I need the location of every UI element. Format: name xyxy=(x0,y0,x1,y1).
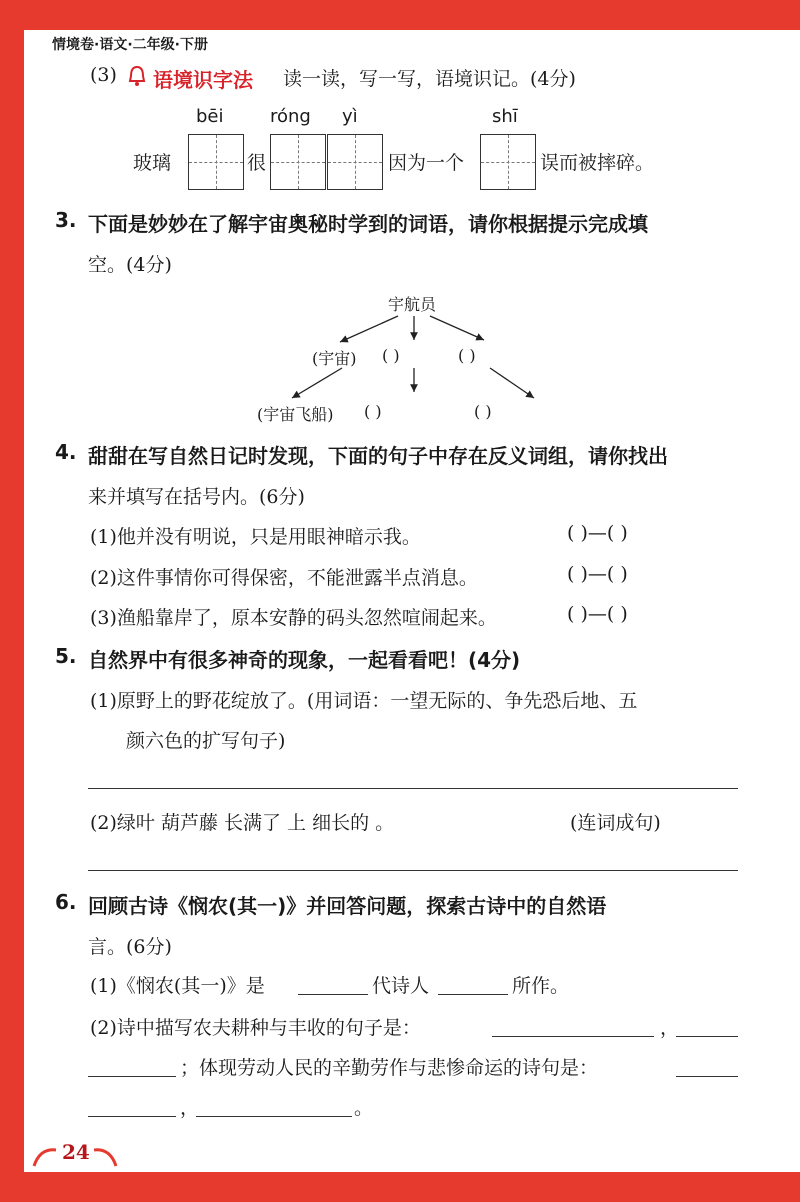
q3-text-2: 空。(4分) xyxy=(88,254,172,276)
q2-3-instruction: 读一读，写一写，语境识记。(4分) xyxy=(283,68,576,90)
q4-item-3: (3)渔船靠岸了，原本安静的码头忽然喧闹起来。 xyxy=(90,607,497,629)
arrow-1 xyxy=(340,316,398,342)
word-tree-arrows xyxy=(0,0,800,420)
pinyin-4: shī xyxy=(492,106,518,127)
q6-text-1: 回顾古诗《悯农(其一)》并回答问题，探索古诗中的自然语 xyxy=(88,894,607,918)
q3-text-1: 下面是妙妙在了解宇宙奥秘时学到的词语，请你根据提示完成填 xyxy=(88,212,648,236)
q6-blank-poet[interactable] xyxy=(438,994,508,995)
q6-blank-dynasty[interactable] xyxy=(298,994,368,995)
q6-sub-2a: (2)诗中描写农夫耕种与丰收的句子是： xyxy=(90,1017,421,1039)
q4-text-2: 来并填写在括号内。(6分) xyxy=(88,486,305,508)
q6-comma-1: ， xyxy=(660,1017,680,1039)
q6-sub-1b: 代诗人 xyxy=(372,975,430,997)
q5-answer-line-2[interactable] xyxy=(88,870,738,871)
q2-3-word-1: 玻璃 xyxy=(133,152,172,174)
arrow-4 xyxy=(292,368,342,398)
q5-sub-2-hint: (连词成句) xyxy=(570,812,661,834)
q6-blank-line-3[interactable] xyxy=(88,1076,176,1077)
q4-item-1: (1)他并没有明说，只是用眼神暗示我。 xyxy=(90,526,421,548)
tree-row2-blank-2[interactable]: ( ) xyxy=(474,402,492,421)
q6-blank-line-6[interactable] xyxy=(196,1116,352,1117)
arrow-6 xyxy=(490,368,534,398)
q2-3-word-4: 误而被摔碎。 xyxy=(540,152,655,174)
pinyin-2: róng xyxy=(270,106,311,127)
q2-3-word-3: 因为一个 xyxy=(388,152,465,174)
arrow-3 xyxy=(430,316,484,340)
q2-3-number: (3) xyxy=(90,64,117,86)
tree-row1-blank-2[interactable]: ( ) xyxy=(458,346,476,365)
tree-row2-item-1: (宇宙飞船) xyxy=(257,405,334,424)
q6-blank-line-1[interactable] xyxy=(492,1036,654,1037)
q4-answer-1[interactable]: ( )—( ) xyxy=(567,522,628,544)
q6-sub-2b: ；体现劳动人民的辛勤劳作与悲惨命运的诗句是： xyxy=(180,1057,599,1079)
header-title: 情境卷·语文·二年级·下册 xyxy=(52,37,208,53)
q5-sub-1b: 颜六色的扩写句子) xyxy=(126,730,286,752)
q6-blank-line-2[interactable] xyxy=(676,1036,738,1037)
q4-answer-2[interactable]: ( )—( ) xyxy=(567,563,628,585)
pinyin-3: yì xyxy=(342,106,358,127)
q6-sub-1c: 所作。 xyxy=(512,975,570,997)
q6-text-2: 言。(6分) xyxy=(88,936,172,958)
q2-3-word-2: 很 xyxy=(247,152,267,174)
q6-number: 6. xyxy=(55,890,77,914)
q4-item-2: (2)这件事情你可得保密，不能泄露半点消息。 xyxy=(90,567,478,589)
q5-sub-1a: (1)原野上的野花绽放了。(用词语：一望无际的、争先恐后地、五 xyxy=(90,690,638,712)
pinyin-1: bēi xyxy=(196,106,224,127)
q6-sub-1a: (1)《悯农(其一)》是 xyxy=(90,975,265,997)
q6-comma-2: ， xyxy=(180,1097,200,1119)
q3-number: 3. xyxy=(55,208,77,232)
q5-sub-2: (2)绿叶 葫芦藤 长满了 上 细长的 。 xyxy=(90,812,395,834)
tree-root: 宇航员 xyxy=(388,295,437,314)
q4-answer-3[interactable]: ( )—( ) xyxy=(567,603,628,625)
tree-row1-blank-1[interactable]: ( ) xyxy=(382,346,400,365)
q5-number: 5. xyxy=(55,644,77,668)
q4-number: 4. xyxy=(55,440,77,464)
q5-text: 自然界中有很多神奇的现象，一起看看吧！(4分) xyxy=(88,648,521,672)
tree-row2-blank-1[interactable]: ( ) xyxy=(364,402,382,421)
q2-3-method-label: 语境识字法 xyxy=(153,68,253,92)
q6-blank-line-5[interactable] xyxy=(88,1116,176,1117)
q6-blank-line-4[interactable] xyxy=(676,1076,738,1077)
q5-answer-line-1[interactable] xyxy=(88,788,738,789)
q6-period: 。 xyxy=(354,1097,374,1119)
q4-text-1: 甜甜在写自然日记时发现，下面的句子中存在反义词组，请你找出 xyxy=(88,444,668,468)
page-number: 24 xyxy=(62,1140,90,1164)
tree-row1-item-1: (宇宙) xyxy=(312,349,357,368)
